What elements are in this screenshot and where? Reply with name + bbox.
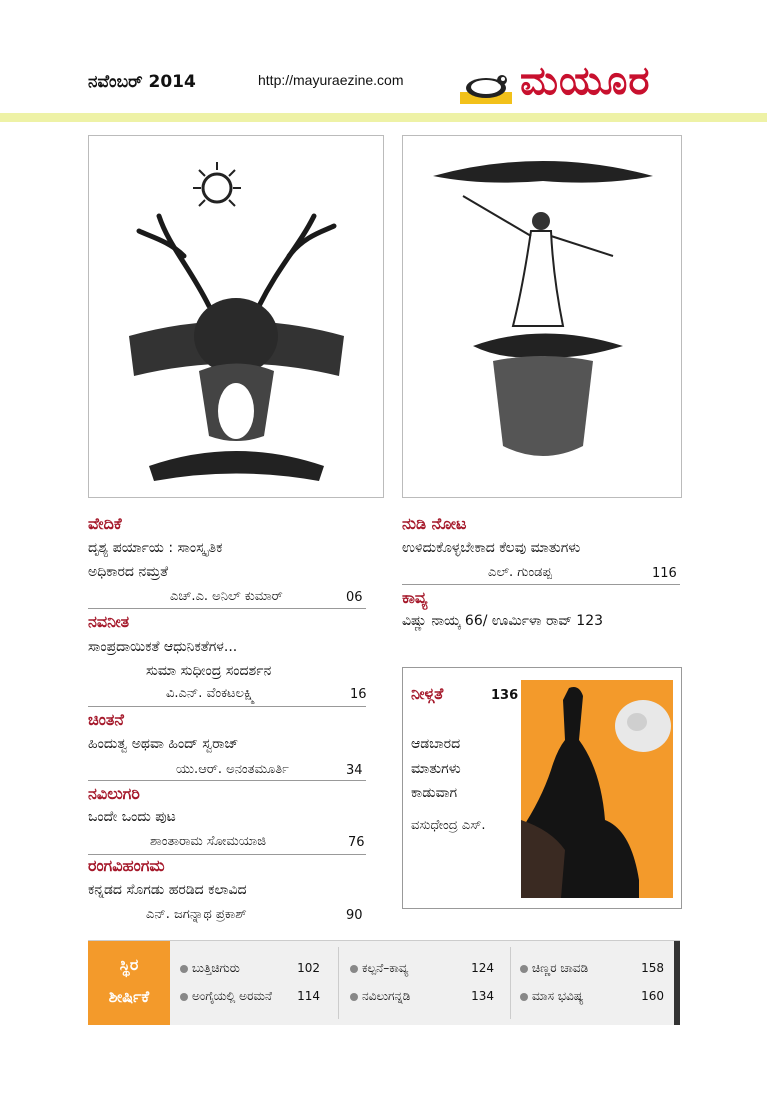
- illustration-left: [88, 135, 384, 498]
- bullet-icon: [520, 993, 528, 1001]
- article-title-cont: ಅಧಿಕಾರದ ನಮ್ರತೆ: [88, 564, 169, 580]
- article-author: ಶಾಂತಾರಾಮ ಸೋಮಯಾಜಿ: [150, 834, 266, 849]
- section-title-rangavihangama: ರಂಗವಿಹಂಗಮ: [88, 856, 165, 875]
- section-title-navilugari: ನವಿಲುಗರಿ: [88, 784, 140, 803]
- story-author: ವಸುಧೇಂದ್ರ ಎಸ್.: [411, 818, 486, 833]
- bullet-icon: [350, 993, 358, 1001]
- story-section-title: ನೀಳ್ಗತೆ: [411, 684, 444, 703]
- page-number: 06: [346, 590, 363, 605]
- article-title[interactable]: ವಿಷ್ಣು ನಾಯ್ಕ 66/ ಊರ್ಮಿಳಾ ರಾವ್ 123: [402, 613, 604, 629]
- divider: [402, 584, 680, 585]
- article-author: ವಿ.ಎನ್. ವೆಂಕಟಲಕ್ಷ್ಮಿ: [166, 686, 255, 701]
- article-title[interactable]: ಹಿಂದುತ್ವ ಅಥವಾ ಹಿಂದ್ ಸ್ವರಾಜ್: [88, 736, 239, 752]
- regular-columns-footer: [88, 940, 680, 1025]
- footer-item[interactable]: ನವಿಲುಗನ್ನಡಿ 134: [350, 989, 494, 1004]
- story-page-number: 136: [491, 688, 519, 703]
- footer-item[interactable]: ಅಂಗೈಯಲ್ಲಿ ಅರಮನೆ 114: [180, 989, 320, 1004]
- bullet-icon: [180, 965, 188, 973]
- section-title-nudi-nota: ನುಡಿ ನೋಟ: [402, 514, 467, 533]
- divider: [88, 706, 366, 707]
- article-title[interactable]: ದೃಶ್ಯ ಪರ್ಯಾಯ : ಸಾಂಸ್ಕೃತಿಕ: [88, 540, 223, 556]
- section-title-vedike: ವೇದಿಕೆ: [88, 514, 122, 533]
- article-title[interactable]: ಸಾಂಪ್ರದಾಯಿಕತೆ ಆಧುನಿಕತೆಗಳ...: [88, 639, 238, 655]
- magazine-logo: ಮಯೂರ: [520, 58, 651, 104]
- footer-item[interactable]: ಮಾಸ ಭವಿಷ್ಯ 160: [520, 989, 664, 1004]
- footer-tab-label: ಸ್ಥಿರ: [119, 955, 139, 974]
- divider: [88, 854, 366, 855]
- bullet-icon: [350, 965, 358, 973]
- footer-item[interactable]: ಬುತ್ತಿಚಿಗುರು 102: [180, 961, 320, 976]
- issue-date: ನವೆಂಬರ್ 2014: [88, 72, 196, 92]
- footer-separator: [338, 947, 339, 1019]
- divider: [88, 608, 366, 609]
- page-number: 116: [652, 566, 677, 581]
- footer-item[interactable]: ಕಲ್ಪನೆ–ಕಾವ್ಯ 124: [350, 961, 494, 976]
- article-author: ಎಚ್.ಎ. ಅನಿಲ್ ಕುಮಾರ್: [170, 589, 283, 604]
- article-author: ಎನ್. ಜಗನ್ನಾಥ ಪ್ರಕಾಶ್: [146, 907, 247, 922]
- article-author: ಎಲ್. ಗುಂಡಪ್ಪ: [488, 565, 552, 580]
- story-title-line: ಆಡಬಾರದ: [411, 736, 461, 752]
- page-number: 90: [346, 908, 363, 923]
- bullet-icon: [180, 993, 188, 1001]
- section-title-chintane: ಚಿಂತನೆ: [88, 710, 124, 729]
- feature-story-box[interactable]: [402, 667, 682, 909]
- story-image: [521, 680, 673, 898]
- bullet-icon: [520, 965, 528, 973]
- story-title-line: ಕಾಡುವಾಗ: [411, 785, 458, 801]
- page-number: 76: [348, 835, 365, 850]
- divider: [88, 780, 366, 781]
- story-title-line: ಮಾತುಗಳು: [411, 761, 461, 777]
- section-title-kavya: ಕಾವ್ಯ: [402, 588, 428, 607]
- illustration-right: [402, 135, 682, 498]
- page-number: 34: [346, 763, 363, 778]
- footer-edge-bar: [674, 941, 680, 1025]
- article-title[interactable]: ಉಳಿದುಕೊಳ್ಳಬೇಕಾದ ಕೆಲವು ಮಾತುಗಳು: [402, 540, 581, 556]
- footer-tab-label: ಶೀರ್ಷಿಕೆ: [108, 987, 150, 1006]
- footer-separator: [510, 947, 511, 1019]
- header-band: [0, 113, 767, 122]
- article-title[interactable]: ಒಂದೇ ಒಂದು ಪುಟ: [88, 809, 176, 825]
- article-author: ಯು.ಆರ್. ಅನಂತಮೂರ್ತಿ: [176, 762, 289, 777]
- article-title[interactable]: ಕನ್ನಡದ ಸೊಗಡು ಹರಡಿದ ಕಲಾವಿದ: [88, 882, 247, 898]
- page-number: 16: [350, 687, 367, 702]
- article-subtitle: ಸುಮಾ ಸುಧೀಂದ್ರ ಸಂದರ್ಶನ: [146, 663, 272, 679]
- peacock-logo-icon: [458, 70, 514, 106]
- footer-item[interactable]: ಚಿಣ್ಣರ ಚಾವಡಿ 158: [520, 961, 664, 976]
- section-title-navaneeta: ನವನೀತ: [88, 612, 130, 631]
- footer-tab: [88, 941, 170, 1025]
- website-url[interactable]: http://mayuraezine.com: [258, 72, 404, 88]
